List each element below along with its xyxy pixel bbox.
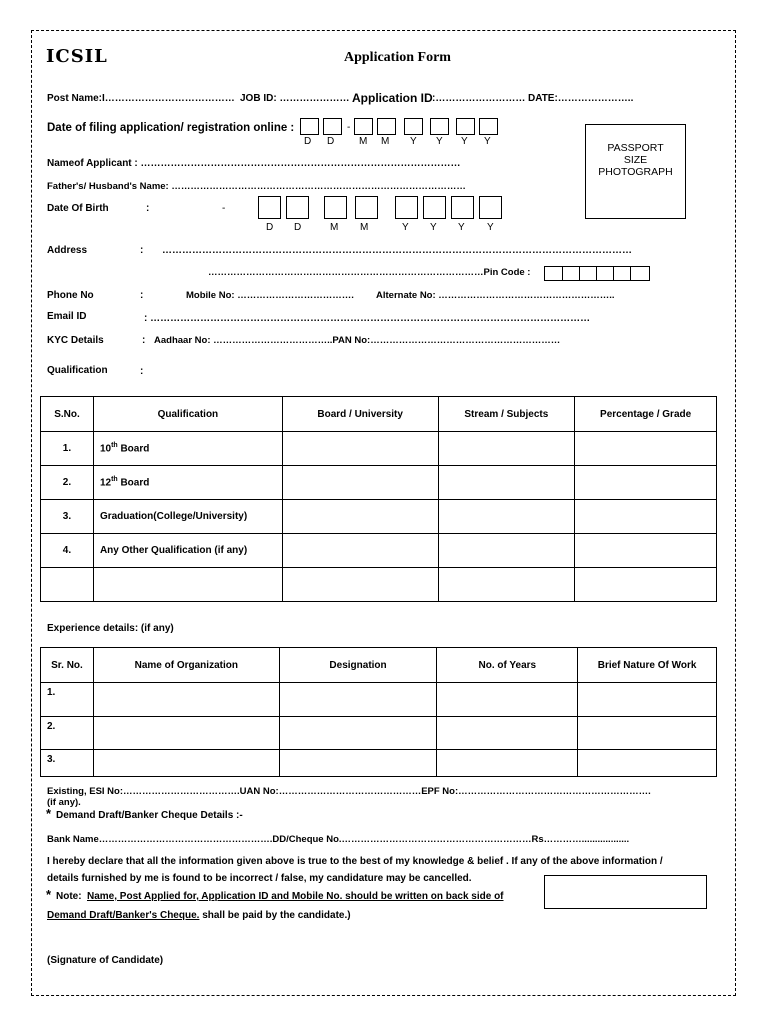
email-field[interactable]: : …………………………………………………………………………………………………………………… (144, 313, 591, 324)
qualification-label: Qualification (47, 365, 108, 376)
filing-month-box-2[interactable] (377, 118, 396, 135)
filing-day-box-1[interactable] (300, 118, 319, 135)
percentage-cell[interactable] (575, 568, 717, 602)
percentage-cell[interactable] (575, 432, 717, 466)
sno-cell: 2. (41, 466, 94, 500)
phone-label: Phone No (47, 290, 94, 301)
sr-no-cell: 2. (41, 717, 94, 750)
address-line-1[interactable]: …………………………………………………………………………………………………………………………… (162, 245, 632, 256)
qualification-cell: Graduation(College/University) (93, 500, 282, 534)
dob-colon: : (146, 203, 150, 214)
dob-letter: Y (402, 222, 409, 233)
filing-year-box-1[interactable] (404, 118, 423, 135)
email-label: Email ID (47, 311, 87, 322)
filing-letter: Y (436, 136, 443, 147)
years-cell[interactable] (437, 750, 578, 777)
table-header-cell: Board / University (282, 397, 438, 432)
filing-month-box-1[interactable] (354, 118, 373, 135)
dob-month-box-1[interactable] (324, 196, 347, 219)
dob-day-box-2[interactable] (286, 196, 309, 219)
dob-letter: Y (458, 222, 465, 233)
table-header-cell: Designation (279, 648, 437, 683)
dob-letter: M (360, 222, 369, 233)
signature-label: (Signature of Candidate) (47, 955, 164, 966)
table-header-cell: Name of Organization (93, 648, 279, 683)
percentage-cell[interactable] (575, 466, 717, 500)
table-row (41, 432, 717, 466)
kyc-label: KYC Details (47, 335, 104, 346)
if-any-text: (if any). (47, 797, 81, 808)
qualification-cell[interactable] (93, 568, 282, 602)
logo: ICSIL (46, 46, 108, 67)
board-cell[interactable] (282, 534, 438, 568)
work-nature-cell[interactable] (578, 717, 717, 750)
declaration-line-2: details furnished by me is found to be incorrect / false, my candidature may be cancelled. (47, 873, 472, 884)
table-header-cell: Percentage / Grade (575, 397, 717, 432)
father-husband-name-field[interactable]: Father's/ Husband's Name: ………………………………………………………………………………… (47, 181, 466, 192)
dob-year-box-1[interactable] (395, 196, 418, 219)
dob-letter: M (330, 222, 339, 233)
filing-dash: - (347, 122, 351, 133)
table-header-row (41, 397, 717, 432)
note-label: Note: (56, 891, 82, 902)
filing-year-box-2[interactable] (430, 118, 449, 135)
organization-cell[interactable] (93, 717, 279, 750)
sno-cell: 1. (41, 432, 94, 466)
address-line-2[interactable]: ……………………………………………………………………………Pin Code : (208, 267, 531, 278)
board-cell[interactable] (282, 568, 438, 602)
table-header-cell: Qualification (93, 397, 282, 432)
table-header-cell: S.No. (41, 397, 94, 432)
alternate-no-field[interactable]: Alternate No: ……………………………………………….. (376, 290, 615, 301)
percentage-cell[interactable] (575, 534, 717, 568)
filing-date-label: Date of filing application/ registration online : (47, 122, 295, 134)
phone-colon: : (140, 290, 144, 301)
table-row (41, 750, 717, 777)
filing-letter: M (381, 136, 390, 147)
photo-label-line: PHOTOGRAPH (598, 166, 673, 178)
signature-box[interactable] (544, 875, 707, 909)
page-title: Application Form (344, 50, 451, 65)
filing-day-box-2[interactable] (323, 118, 342, 135)
dob-letter: D (266, 222, 274, 233)
application-id-label: Application ID (352, 91, 433, 105)
years-cell[interactable] (437, 717, 578, 750)
address-label: Address (47, 245, 88, 256)
kyc-colon: : (142, 335, 146, 346)
dob-dash: - (222, 203, 226, 214)
note-text-1: Name, Post Applied for, Application ID and Mobile No. should be written on back side of (87, 891, 504, 902)
filing-letter: Y (410, 136, 417, 147)
sno-cell: 4. (41, 534, 94, 568)
years-cell[interactable] (437, 683, 578, 717)
qualification-cell: 10th Board (93, 432, 282, 466)
board-cell[interactable] (282, 432, 438, 466)
sr-no-cell: 3. (41, 750, 94, 777)
photo-label-line: SIZE (623, 154, 648, 166)
filing-letter: Y (484, 136, 491, 147)
table-header-cell: Sr. No. (41, 648, 94, 683)
dob-letter: Y (487, 222, 494, 233)
table-row (41, 534, 717, 568)
dd-details-heading: Demand Draft/Banker Cheque Details :- (56, 810, 243, 821)
job-id-field[interactable]: JOB ID: ………………… (240, 93, 350, 104)
table-header-cell: Brief Nature Of Work (578, 648, 717, 683)
stream-cell[interactable] (438, 568, 575, 602)
qualification-table (40, 396, 717, 602)
sr-no-cell: 1. (41, 683, 94, 717)
stream-cell[interactable] (438, 432, 575, 466)
work-nature-cell[interactable] (578, 750, 717, 777)
table-row (41, 466, 717, 500)
filing-year-box-3[interactable] (456, 118, 475, 135)
organization-cell[interactable] (93, 750, 279, 777)
designation-cell[interactable] (279, 750, 437, 777)
date-field[interactable]: DATE:………………….. (528, 93, 634, 104)
work-nature-cell[interactable] (578, 683, 717, 717)
applicant-name-field[interactable]: Nameof Applicant : …………………………………………………………………………………… (47, 158, 461, 169)
dob-letter: Y (430, 222, 437, 233)
filing-letter: Y (461, 136, 468, 147)
dob-year-box-4[interactable] (479, 196, 502, 219)
qualification-cell: 12th Board (93, 466, 282, 500)
dob-letter: D (294, 222, 302, 233)
application-id-field[interactable]: :……………………… (432, 93, 526, 104)
aadhaar-pan-field[interactable]: Aadhaar No: ………………………………..PAN No:…………………………………………………… (154, 335, 561, 346)
table-row (41, 683, 717, 717)
designation-cell[interactable] (279, 683, 437, 717)
stream-cell[interactable] (438, 466, 575, 500)
filing-letter: D (327, 136, 335, 147)
table-row (41, 717, 717, 750)
table-header-cell: No. of Years (437, 648, 578, 683)
asterisk-icon: * (46, 806, 52, 821)
dob-year-box-3[interactable] (451, 196, 474, 219)
dob-month-box-2[interactable] (355, 196, 378, 219)
note-text-2: Demand Draft/Banker's Cheque. shall be paid by the candidate.) (47, 910, 351, 921)
stream-cell[interactable] (438, 534, 575, 568)
address-colon: : (140, 245, 144, 256)
pin-code-boxes[interactable] (544, 266, 650, 281)
declaration-line-1: I hereby declare that all the information given above is true to the best of my knowledge & belief . If any of the above information / (47, 856, 663, 867)
qualification-cell: Any Other Qualification (if any) (93, 534, 282, 568)
passport-photo-box[interactable] (585, 124, 686, 219)
experience-label: Experience details: (if any) (47, 623, 174, 634)
sno-cell: 3. (41, 500, 94, 534)
percentage-cell[interactable] (575, 500, 717, 534)
sno-cell[interactable] (41, 568, 94, 602)
experience-table (40, 647, 717, 777)
filing-year-box-4[interactable] (479, 118, 498, 135)
dob-label: Date Of Birth (47, 203, 109, 214)
filing-letter: D (304, 136, 312, 147)
table-row (41, 568, 717, 602)
photo-label-line: PASSPORT (607, 142, 664, 154)
post-name-field[interactable]: Post Name:I………………………………… (47, 93, 235, 104)
asterisk-icon: * (46, 887, 52, 902)
dob-day-box-1[interactable] (258, 196, 281, 219)
qualification-colon: : (140, 366, 144, 377)
designation-cell[interactable] (279, 717, 437, 750)
dob-year-box-2[interactable] (423, 196, 446, 219)
organization-cell[interactable] (93, 683, 279, 717)
board-cell[interactable] (282, 500, 438, 534)
table-header-row (41, 648, 717, 683)
table-header-cell: Stream / Subjects (438, 397, 575, 432)
mobile-no-field[interactable]: Mobile No: ………………………………. (186, 290, 354, 301)
esi-uan-epf-field[interactable]: Existing, ESI No:……………………………….UAN No:………………………………………EPF No:……………………………………………………. (47, 786, 651, 797)
table-row (41, 500, 717, 534)
board-cell[interactable] (282, 466, 438, 500)
bank-dd-rs-field[interactable]: Bank Name……………………………………………….DD/Cheque No.……………………………………………………Rs………….................. (47, 834, 630, 845)
filing-letter: M (359, 136, 368, 147)
stream-cell[interactable] (438, 500, 575, 534)
